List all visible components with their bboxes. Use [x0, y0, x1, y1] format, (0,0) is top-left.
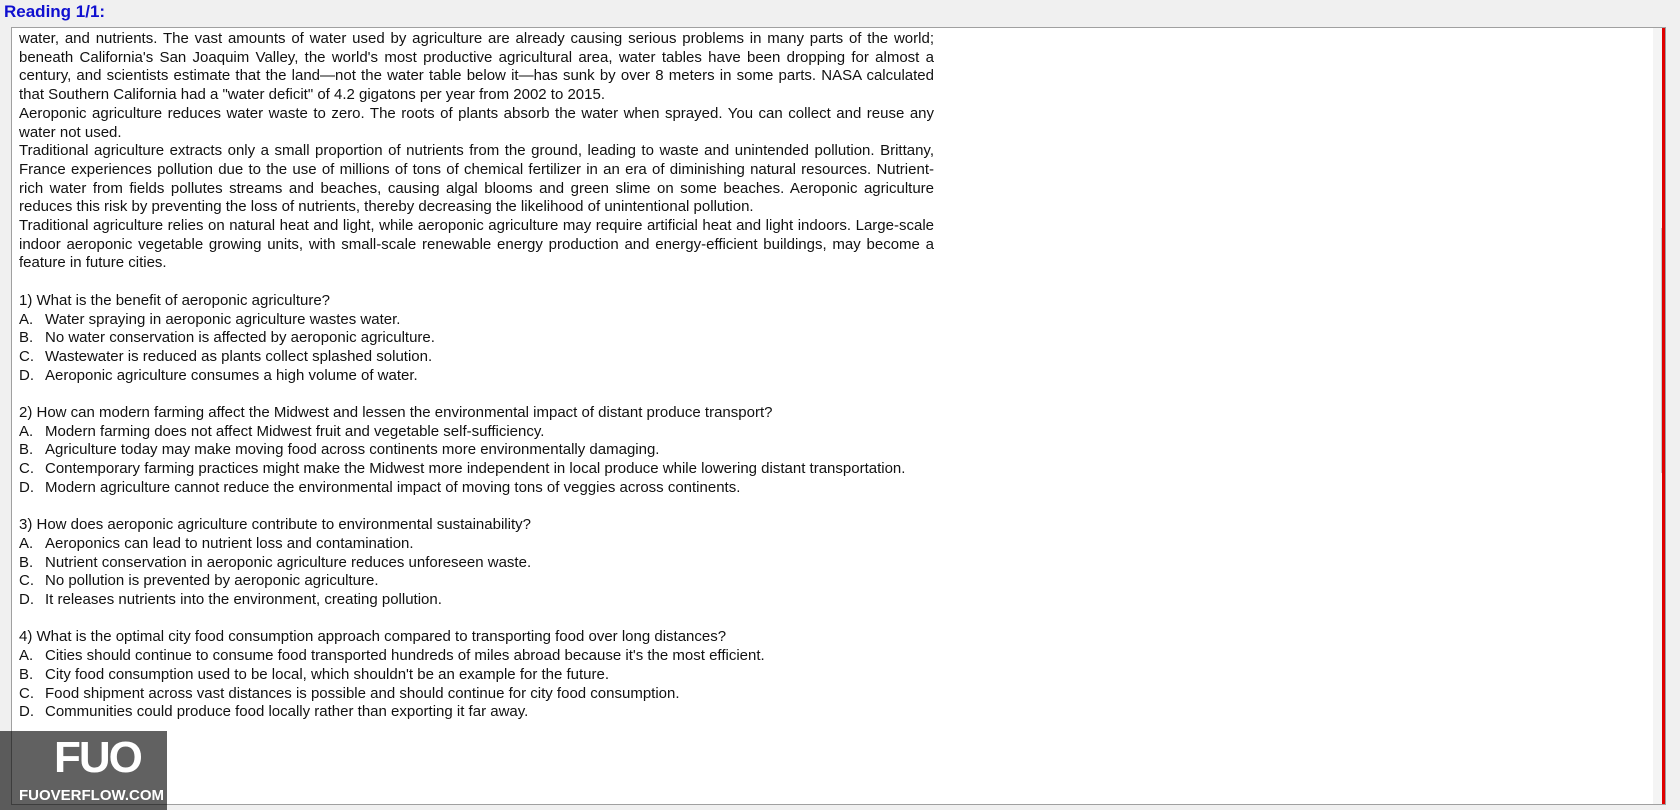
answer-option: C. No pollution is prevented by aeroponic agriculture.: [19, 572, 379, 590]
answer-option: D. Modern agriculture cannot reduce the environmental impact of moving tons of veggies across continents.: [19, 478, 741, 496]
answer-option: D. It releases nutrients into the environment, creating pollution.: [19, 591, 442, 609]
answer-option: A. Water spraying in aeroponic agriculture wastes water.: [19, 310, 401, 328]
question-text: 2) How can modern farming affect the Midwest and lessen the environmental impact of distant produce transport?: [19, 404, 773, 422]
watermark-overlay: [0, 731, 167, 810]
question-text: 4) What is the optimal city food consumption approach compared to transporting food over long distances?: [19, 628, 727, 646]
answer-option: D. Aeroponic agriculture consumes a high volume of water.: [19, 366, 418, 384]
answer-option: A. Cities should continue to consume food transported hundreds of miles abroad because it's the most efficient.: [19, 647, 765, 665]
reading-content: [19, 30, 934, 722]
reading-title: Reading 1/1:: [4, 2, 106, 21]
answer-option: B. No water conservation is affected by aeroponic agriculture.: [19, 329, 435, 347]
answer-option: B. Agriculture today may make moving food across continents more environmentally damaging.: [19, 441, 660, 459]
question-block-1: [19, 292, 934, 386]
question-text: 3) How does aeroponic agriculture contribute to environmental sustainability?: [19, 516, 531, 534]
answer-option: B. City food consumption used to be local, which shouldn't be an example for the future.: [19, 665, 610, 683]
panel-edge-marker: [1662, 28, 1665, 805]
watermark-text: FUOVERFLOW.COM: [19, 787, 164, 804]
passage-paragraph: Aeroponic agriculture reduces water waste to zero. The roots of plants absorb the water when sprayed. You can collect and reuse any water not used.: [19, 104, 934, 141]
watermark-logo-icon: FUO: [54, 733, 141, 782]
passage-paragraph: Traditional agriculture relies on natural heat and light, while aeroponic agriculture may require artificial heat and light indoors. Large-scale indoor aeroponic vegetable growing units, with small-scale renewable energy production and energy-efficient buildings, may become a feature in future cities.: [19, 217, 934, 272]
answer-option: A. Modern farming does not affect Midwest fruit and vegetable self-sufficiency.: [19, 422, 545, 440]
passage-paragraph: water, and nutrients. The vast amounts of water used by agriculture are already causing serious problems in many parts of the world; beneath California's San Joaquim Valley, the world's most productive agricultural area, water tables have been dropping for almost a century, and scientists estimate that the land—not the water table below it—has sunk by over 8 meters in some parts. NASA calculated that Southern California had a "water deficit" of 4.2 gigatons per year from 2002 to 2015.: [19, 30, 934, 104]
reading-text-panel[interactable]: [11, 27, 1666, 805]
answer-option: A. Aeroponics can lead to nutrient loss and contamination.: [19, 534, 414, 552]
answer-option: C. Contemporary farming practices might make the Midwest more independent in local produce while lowering distant transportation.: [19, 460, 906, 478]
question-text: 1) What is the benefit of aeroponic agriculture?: [19, 291, 331, 309]
question-block-4: [19, 628, 934, 722]
passage-paragraph: Traditional agriculture extracts only a small proportion of nutrients from the ground, leading to waste and unintended pollution. Brittany, France experiences pollution due to the use of millions of tons of chemical fertilizer in an era of diminishing natural resources. Nutrient-rich water from fields pollutes streams and beaches, causing algal blooms and green slime on some beaches. Aeroponic agriculture reduces this risk by preventing the loss of nutrients, thereby decreasing the likelihood of unintentional pollution.: [19, 142, 934, 216]
answer-option: C. Wastewater is reduced as plants collect splashed solution.: [19, 347, 433, 365]
answer-option: B. Nutrient conservation in aeroponic agriculture reduces unforeseen waste.: [19, 553, 532, 571]
answer-option: D. Communities could produce food locally rather than exporting it far away.: [19, 703, 529, 721]
question-block-2: [19, 404, 934, 498]
header-bar: [0, 0, 1680, 26]
answer-option: C. Food shipment across vast distances is possible and should continue for city food consumption.: [19, 684, 680, 702]
question-block-3: [19, 516, 934, 610]
